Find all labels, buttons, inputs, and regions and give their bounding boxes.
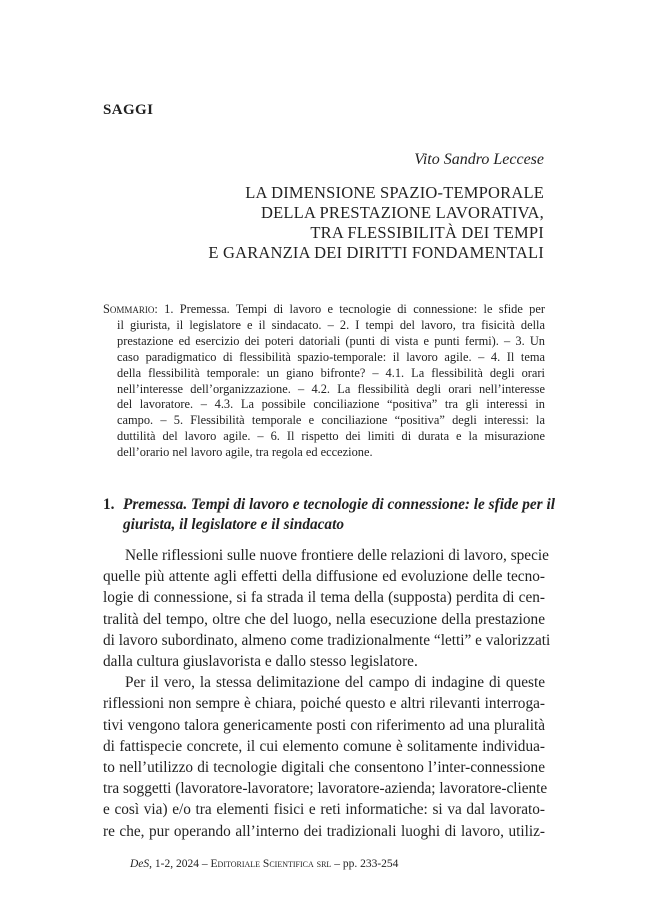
- title-line: E GARANZIA DEI DIRITTI FONDAMENTALI: [208, 243, 544, 262]
- section-heading: [103, 495, 555, 535]
- summary-text: 1. Premessa. Tempi di lavoro e tecnologie di connessione: le sfide per: [164, 302, 545, 316]
- paragraph-line: to nell’utilizzo di tecnologie digitali che consentono l’inter-connessione: [103, 759, 545, 777]
- paragraph-line: quelle più attente agli effetti della diffusione ed evoluzione delle tecno-: [103, 568, 545, 586]
- title-line: LA DIMENSIONE SPAZIO-TEMPORALE: [245, 183, 544, 202]
- section-label: SAGGI: [103, 102, 154, 118]
- paragraph-line: tra soggetti (lavoratore-lavoratore; lavoratore-azienda; lavoratore-cliente: [103, 780, 548, 798]
- paragraph-line: di fattispecie concrete, il cui elemento comune è solitamente individua-: [103, 737, 545, 755]
- paragraph-line: tivi vengono talora genericamente posti con riferimento ad una pluralità: [103, 716, 545, 734]
- paragraph-line: Nelle riflessioni sulle nuove frontiere delle relazioni di lavoro, specie: [125, 547, 549, 564]
- summary-line: caso paradigmatico di flessibilità spazio-temporale: il lavoro agile. – 4. Il tema: [117, 349, 545, 364]
- summary-line: dell’orario nel lavoro agile, tra regola ed eccezione.: [117, 445, 373, 460]
- summary-line: il giurista, il legislatore e il sindacato. – 2. I tempi del lavoro, tra fisicità della: [117, 317, 545, 332]
- summary-label: Sommario:: [103, 302, 158, 316]
- title-line: TRA FLESSIBILITÀ DEI TEMPI: [310, 223, 544, 242]
- summary-line: prestazione ed esercizio dei poteri datoriali (punti di vista e punti fermi). – 3. Un: [117, 333, 545, 348]
- title-line: DELLA PRESTAZIONE LAVORATIVA,: [261, 203, 544, 222]
- journal-issue: , 1-2, 2024 –: [149, 858, 211, 870]
- publisher-name: Editoriale Scientifica srl: [210, 858, 332, 870]
- paragraph-line: dalla cultura giuslavorista e dallo stesso legislatore.: [103, 653, 418, 671]
- summary-line: [103, 302, 545, 318]
- paragraph-line: di lavoro subordinato, almeno come tradizionalmente “letti” e valorizzati: [103, 631, 551, 649]
- paragraph-line: tralità del tempo, oltre che del luogo, nella esecuzione della prestazione: [103, 610, 545, 628]
- section-heading-text: [103, 495, 555, 535]
- summary-line: della flessibilità temporale: un giano bifronte? – 4.1. La flessibilità degli orari: [117, 365, 545, 380]
- section-number: 1.: [103, 496, 115, 513]
- heading-line: giurista, il legislatore e il sindacato: [123, 516, 344, 533]
- page-range: – pp. 233-254: [331, 858, 399, 870]
- heading-line: Premessa. Tempi di lavoro e tecnologie di connessione: le sfide per il: [123, 496, 555, 513]
- paragraph-line: Per il vero, la stessa delimitazione del campo di indagine di queste: [125, 674, 545, 692]
- paragraph-line: riflessioni non sempre è chiara, poiché questo e altri rilevanti interroga-: [103, 695, 545, 713]
- summary-line: campo. – 5. Flessibilità temporale e conciliazione “positiva” degli interessi: la: [117, 413, 545, 428]
- summary-line: del lavoratore. – 4.3. La possibile conciliazione “positiva” tra gli interessi in: [117, 397, 545, 412]
- summary-line: duttilità del lavoro agile. – 6. Il rispetto dei limiti di durata e la misurazione: [117, 429, 545, 444]
- body-text: [103, 545, 551, 842]
- author-name: Vito Sandro Leccese: [414, 151, 544, 168]
- paragraph-line: e così via) e/o tra elementi fisici e reti informatiche: si va dal lavorato-: [103, 801, 545, 819]
- paragraph-line: logie di connessione, si fa strada il tema della (supposta) perdita di cen-: [103, 589, 545, 607]
- journal-name: DeS: [130, 858, 150, 870]
- paragraph-line: re che, pur operando all’interno dei tradizionali luoghi di lavoro, utiliz-: [103, 822, 545, 840]
- article-title: [104, 183, 544, 263]
- summary-block: [103, 302, 545, 461]
- summary-line: nell’interesse dell’organizzazione. – 4.2. La flessibilità degli orari nell’interesse: [117, 381, 545, 396]
- page-footer: [130, 858, 398, 870]
